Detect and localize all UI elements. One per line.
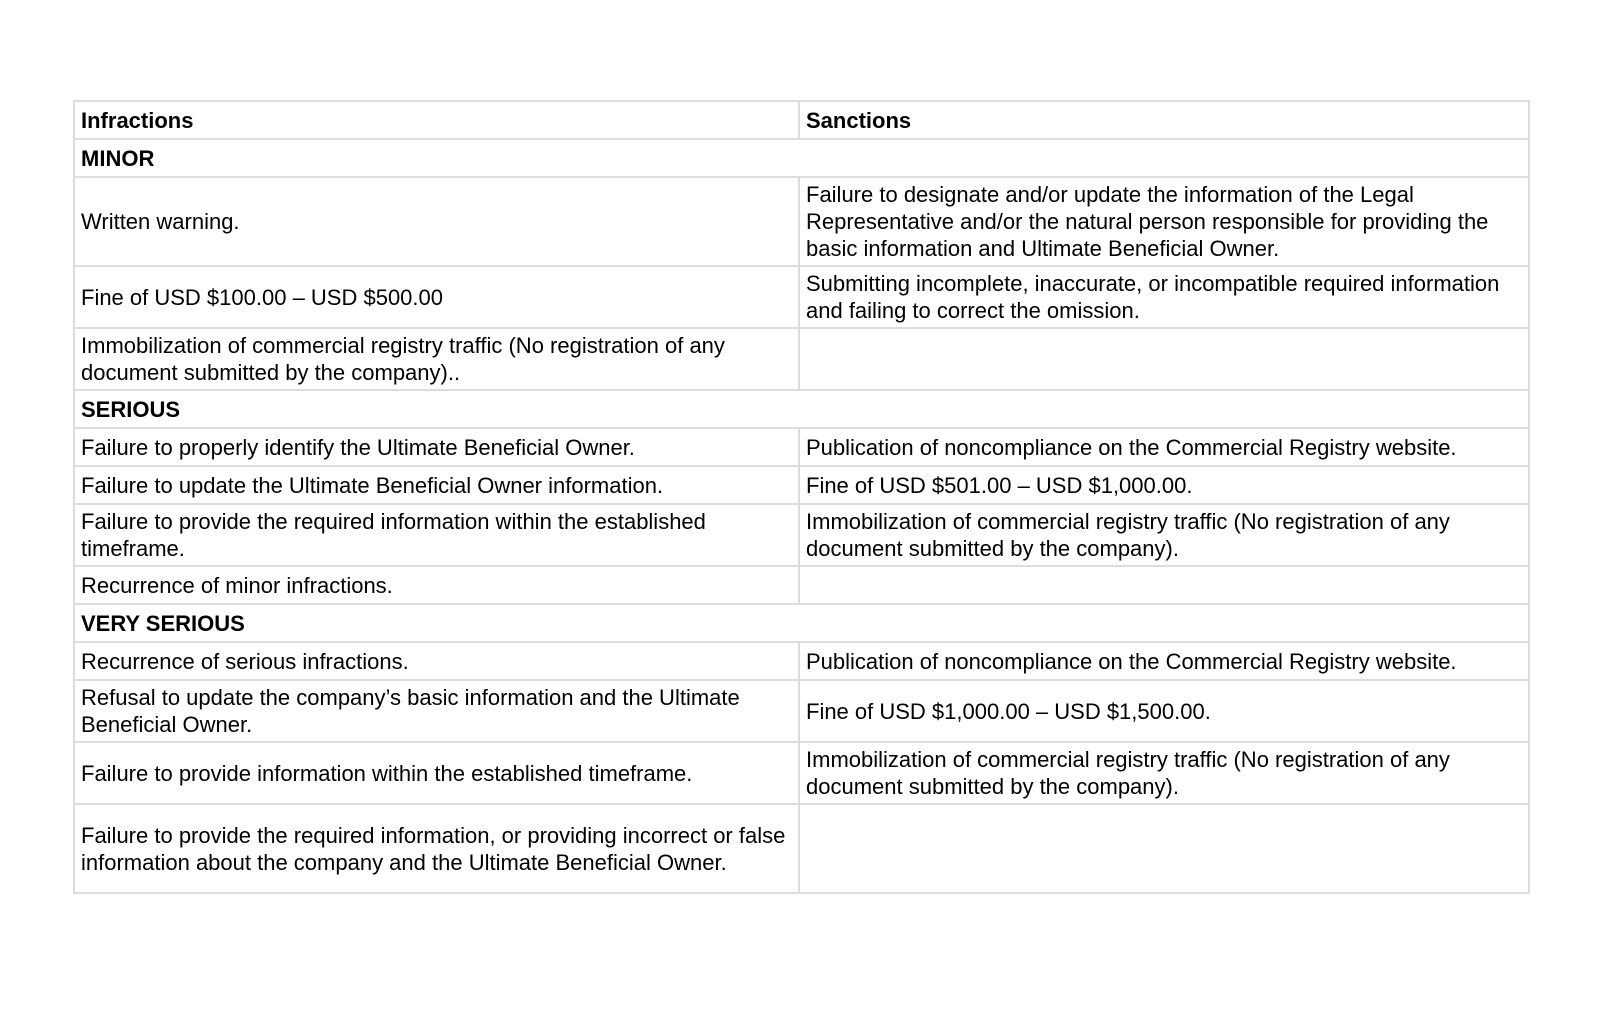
sanction-cell: Immobilization of commercial registry traffic (No registration of any document submitted by the company). (799, 742, 1529, 804)
infraction-cell: Failure to provide the required information within the established timeframe. (74, 504, 799, 566)
infraction-cell: Refusal to update the company’s basic information and the Ultimate Beneficial Owner. (74, 680, 799, 742)
infraction-cell: Failure to provide information within the established timeframe. (74, 742, 799, 804)
table-row (74, 742, 1529, 804)
sanction-cell: Immobilization of commercial registry traffic (No registration of any document submitted by the company). (799, 504, 1529, 566)
table-row (74, 266, 1529, 328)
section-title: MINOR (74, 139, 1529, 177)
table-row (74, 504, 1529, 566)
infraction-cell: Recurrence of minor infractions. (74, 566, 799, 604)
infraction-cell: Failure to properly identify the Ultimate Beneficial Owner. (74, 428, 799, 466)
sanction-cell (799, 566, 1529, 604)
header-sanctions: Sanctions (799, 101, 1529, 139)
section-header-serious (74, 390, 1529, 428)
table-header-row (74, 101, 1529, 139)
section-header-very-serious (74, 604, 1529, 642)
infraction-cell: Recurrence of serious infractions. (74, 642, 799, 680)
table-row (74, 328, 1529, 390)
sanction-cell: Fine of USD $1,000.00 – USD $1,500.00. (799, 680, 1529, 742)
infraction-cell: Fine of USD $100.00 – USD $500.00 (74, 266, 799, 328)
table-row (74, 177, 1529, 266)
sanction-cell (799, 804, 1529, 893)
sanction-cell: Failure to designate and/or update the information of the Legal Representative and/or the natural person responsible for providing the basic information and Ultimate Beneficial Owner. (799, 177, 1529, 266)
table-row (74, 680, 1529, 742)
table-row (74, 804, 1529, 893)
sanction-cell: Submitting incomplete, inaccurate, or incompatible required information and failing to correct the omission. (799, 266, 1529, 328)
infraction-cell: Failure to update the Ultimate Beneficial Owner information. (74, 466, 799, 504)
table-row (74, 428, 1529, 466)
document-page (73, 100, 1528, 894)
infraction-cell: Written warning. (74, 177, 799, 266)
sanction-cell: Fine of USD $501.00 – USD $1,000.00. (799, 466, 1529, 504)
table-row (74, 642, 1529, 680)
header-infractions: Infractions (74, 101, 799, 139)
infraction-cell: Immobilization of commercial registry traffic (No registration of any document submitted by the company).. (74, 328, 799, 390)
section-header-minor (74, 139, 1529, 177)
sanction-cell (799, 328, 1529, 390)
sanction-cell: Publication of noncompliance on the Commercial Registry website. (799, 428, 1529, 466)
table-row (74, 566, 1529, 604)
table-row (74, 466, 1529, 504)
infraction-cell: Failure to provide the required information, or providing incorrect or false information about the company and the Ultimate Beneficial Owner. (74, 804, 799, 893)
section-title: SERIOUS (74, 390, 1529, 428)
sanctions-table (73, 100, 1530, 894)
section-title: VERY SERIOUS (74, 604, 1529, 642)
sanction-cell: Publication of noncompliance on the Commercial Registry website. (799, 642, 1529, 680)
